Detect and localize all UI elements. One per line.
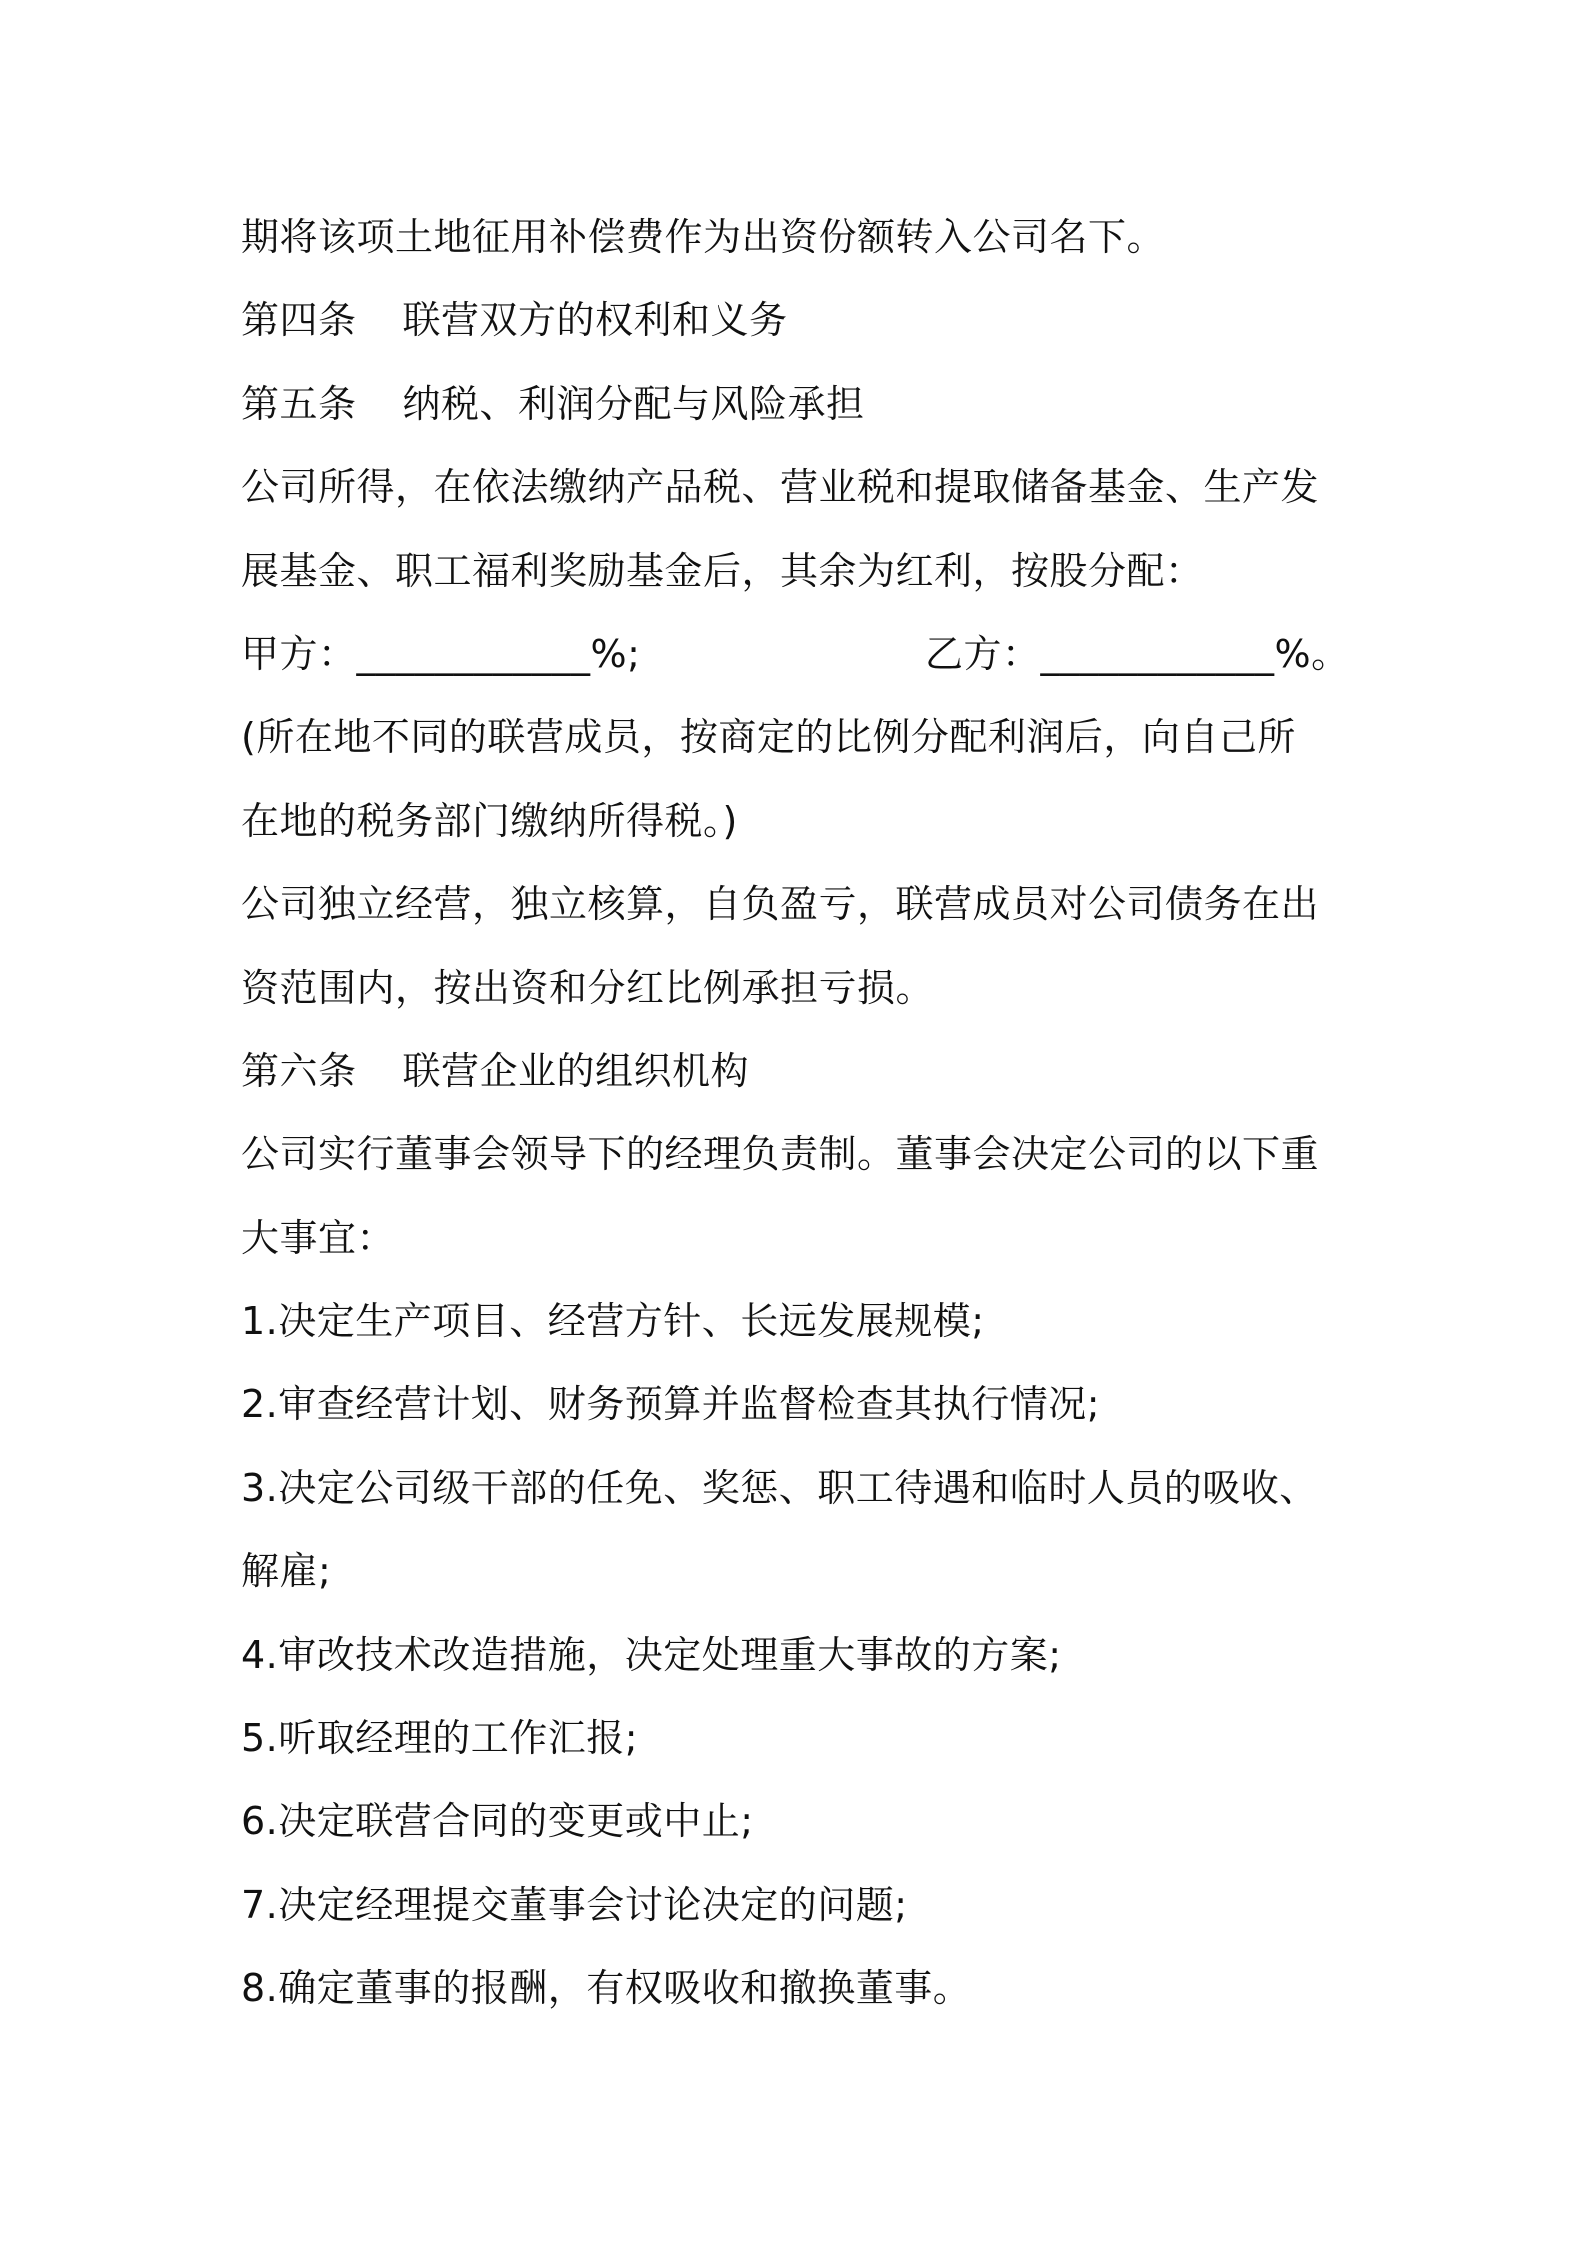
article-number: 第六条 [241,1048,357,1093]
paragraph-line: 在地的税务部门缴纳所得税。) [241,798,738,843]
profit-share-row [241,613,1361,696]
list-item: 6.决定联营合同的变更或中止; [241,1799,754,1844]
list-item: 3.决定公司级干部的任免、奖惩、职工待遇和临时人员的吸收、 [241,1465,1318,1510]
paragraph-line: 公司所得，在依法缴纳产品税、营业税和提取储备基金、生产发 [241,465,1320,510]
article-number: 第四条 [241,298,357,343]
paragraph-line: 公司独立经营，独立核算，自负盈亏，联营成员对公司债务在出 [241,882,1320,927]
article-4-heading [241,279,1361,362]
paragraph-line: 展基金、职工福利奖励基金后，其余为红利，按股分配： [241,548,1204,593]
article-title: 联营企业的组织机构 [402,1048,750,1093]
article-6-heading [241,1030,1361,1113]
list-item: 7.决定经理提交董事会讨论决定的问题; [241,1882,908,1927]
list-item-continuation: 解雇; [241,1549,332,1594]
list-item: 2.审查经营计划、财务预算并监督检查其执行情况; [241,1382,1101,1427]
article-number: 第五条 [241,381,357,426]
list-item: 8.确定董事的报酬，有权吸收和撤换董事。 [241,1966,972,2011]
article-title: 联营双方的权利和义务 [402,298,788,343]
paragraph-line: (所在地不同的联营成员，按商定的比例分配利润后，向自己所 [241,715,1296,760]
paragraph-line: 大事宜： [241,1215,396,1260]
paragraph-line: 期将该项土地征用补偿费作为出资份额转入公司名下。 [241,215,1166,259]
list-item: 5.听取经理的工作汇报; [241,1716,639,1761]
article-5-heading [241,363,1361,446]
list-item: 1.决定生产项目、经营方针、长远发展规模; [241,1299,985,1344]
document-body [241,196,1361,2031]
list-item: 4.审改技术改造措施，决定处理重大事故的方案; [241,1632,1062,1677]
paragraph-line: 公司实行董事会领导下的经理负责制。董事会决定公司的以下重 [241,1132,1320,1177]
party-b-share: 乙方：____________%。 [925,631,1350,676]
paragraph-line: 资范围内，按出资和分红比例承担亏损。 [241,965,935,1010]
party-a-share: 甲方：____________%; [241,631,641,676]
article-title: 纳税、利润分配与风险承担 [402,381,865,426]
